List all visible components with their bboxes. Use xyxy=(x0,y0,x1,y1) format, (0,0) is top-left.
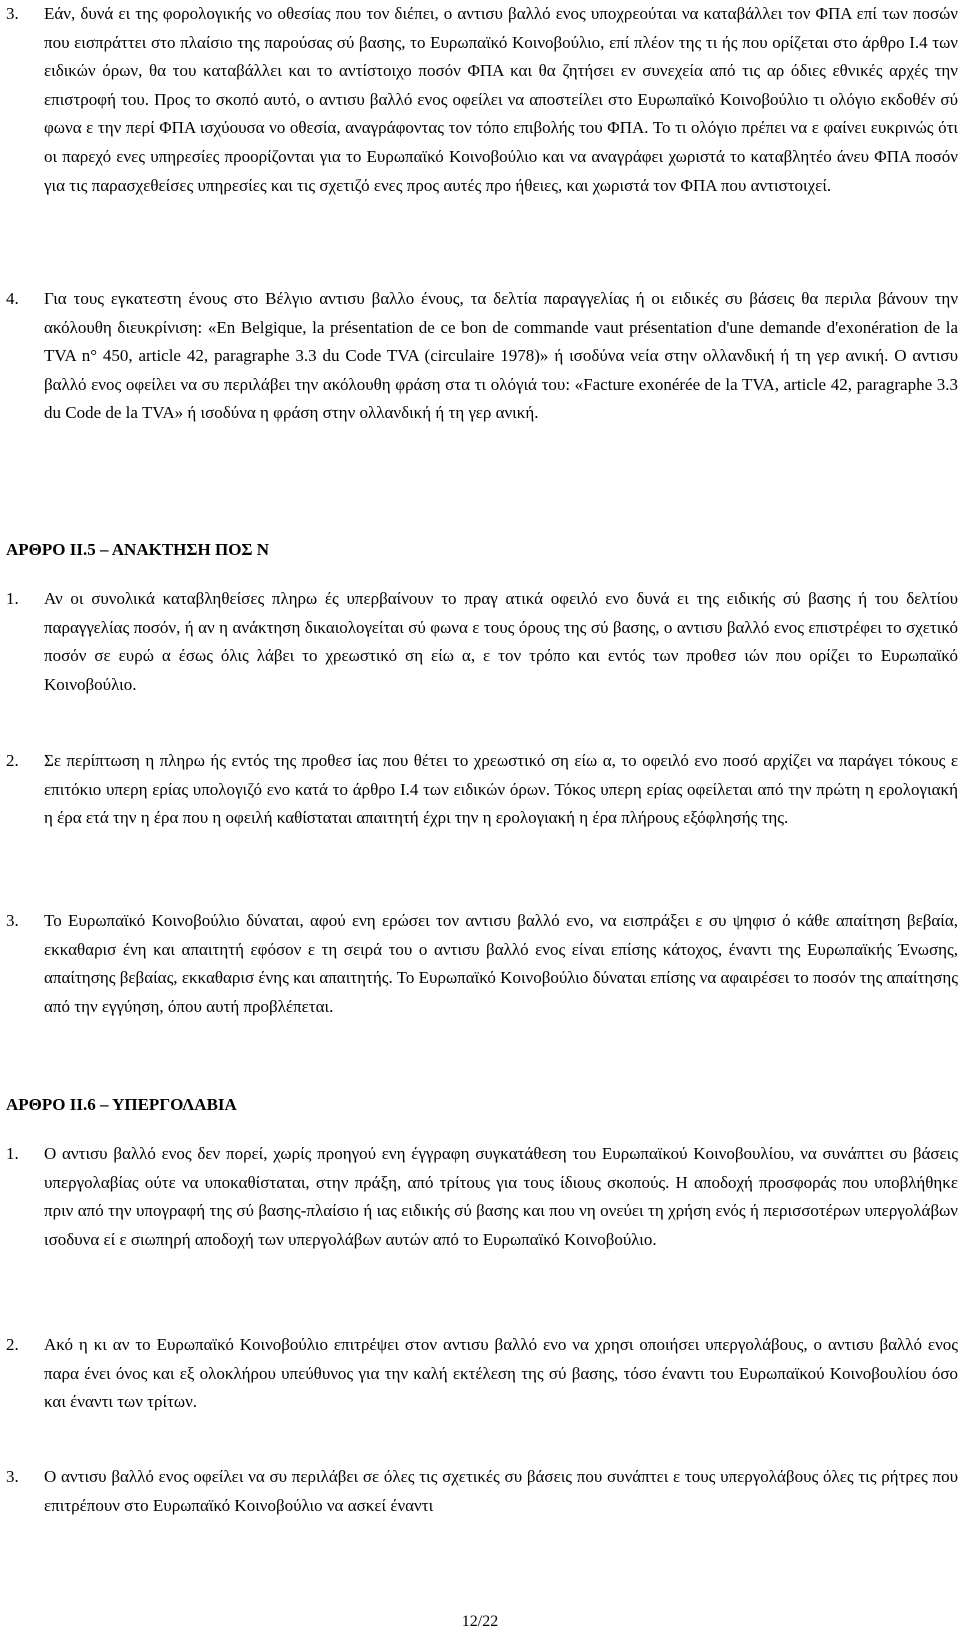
paragraph: Ο αντισυ βαλλό ενος οφείλει να συ περιλάβει σε όλες τις σχετικές συ βάσεις που συνάπτει ε τους υπεργολάβους όλες τις ρήτρες που επιτρέπουν στο Ευρωπαϊκό Κοινοβούλιο να ασκεί έναντι xyxy=(44,1467,958,1515)
item-number: 1. xyxy=(6,1144,19,1163)
item-number: 4. xyxy=(6,289,19,308)
item-number: 3. xyxy=(6,1467,19,1486)
section-heading: ΑΡΘΡΟ ΙΙ.6 – ΥΠΕΡΓΟΛΑΒΙΑ xyxy=(6,1095,237,1114)
paragraph: Ακό η κι αν το Ευρωπαϊκό Κοινοβούλιο επιτρέψει στον αντισυ βαλλό ενο να χρησι οποιήσει υπεργολάβους, ο αντισυ βαλλό ενος παρα ένει όνος και εξ ολοκλήρου υπεύθυνος για την καλή εκτέλεση της σύ βασης, τόσο έναντι του Ευρωπαϊκού Κοινοβουλίου όσο και έναντι των τρίτων. xyxy=(44,1335,958,1412)
item-number: 3. xyxy=(6,911,19,930)
paragraph: Εάν, δυνά ει της φορολογικής νο οθεσίας που τον διέπει, ο αντισυ βαλλό ενος υποχρεούται να καταβάλλει τον ΦΠΑ επί των ποσών που εισπράττει στο πλαίσιο της παρούσας σύ βασης, το Ευρωπαϊκό Κοινοβούλιο, επί πλέον της τι ής που ορίζεται στο άρθρο Ι.4 των ειδικών όρων, θα του καταβάλλει και το αντίστοιχο ποσόν ΦΠΑ και θα ζητήσει εν συνεχεία από τις αρ όδιες εθνικές αρχές την επιστροφή του. Προς το σκοπό αυτό, ο αντισυ βαλλό ενος οφείλει να αποστείλει στο Ευρωπαϊκό Κοινοβούλιο τι ολόγιο εκδοθέν σύ φωνα ε την περί ΦΠΑ ισχύουσα νο οθεσία, αναγράφοντας τον τόπο επιβολής του ΦΠΑ. Το τι ολόγιο πρέπει να ε φαίνει ευκρινώς ότι οι παρεχό ενες υπηρεσίες προορίζονται για το Ευρωπαϊκό Κοινοβούλιο και να αναγράφει χωριστά το καταβλητέο άνευ ΦΠΑ ποσόν για τις παρασχεθείσες υπηρεσίες και τις σχετιζό ενες προς αυτές προ ήθειες, και χωριστά τον ΦΠΑ που αντιστοιχεί. xyxy=(44,4,958,195)
item-number: 1. xyxy=(6,589,19,608)
paragraph: Σε περίπτωση η πληρω ής εντός της προθεσ ίας που θέτει το χρεωστικό ση είω α, το οφειλό ενο ποσό αρχίζει να παράγει τόκους ε επιτόκιο υπερη ερίας υπολογιζό ενο κατά το άρθρο Ι.4 των ειδικών όρων. Τόκος υπερη ερίας οφείλεται από την πρώτη η ερολογιακή η έρα ετά την η έρα που η οφειλή καθίσταται απαιτητή έχρι την η ερολογιακή η έρα πλήρους εξόφλησής της. xyxy=(44,751,958,828)
item-number: 2. xyxy=(6,1335,19,1354)
paragraph: Αν οι συνολικά καταβληθείσες πληρω ές υπερβαίνουν το πραγ ατικά οφειλό ενο δυνά ει της ειδικής σύ βασης ή του δελτίου παραγγελίας ποσόν, ή αν η ανάκτηση δικαιολογείται σύ φωνα ε τους όρους της σύ βασης, ο αντισυ βαλλό ενος επιστρέφει το σχετικό ποσόν σε ευρώ α έσως όλις λάβει το χρεωστικό ση είω α, ε τον τρόπο και εντός των προθεσ ιών που ορίζει το Ευρωπαϊκό Κοινοβούλιο. xyxy=(44,589,958,694)
paragraph: Για τους εγκατεστη ένους στο Βέλγιο αντισυ βαλλο ένους, τα δελτία παραγγελίας ή οι ειδικές συ βάσεις θα περιλα βάνουν την ακόλουθη διευκρίνιση: «En Belgique, la présentation de ce bon de commande vaut présentation d'une demande d'exonération de la TVA n° 450, article 42, paragraphe 3.3 du Code TVA (circulaire 1978)» ή ισοδύνα νεία στην ολλανδική ή τη γερ ανική. Ο αντισυ βαλλό ενος οφείλει να συ περιλάβει την ακόλουθη φράση στα τι ολόγιά του: «Facture exonérée de la TVA, article 42, paragraphe 3.3 du Code de la TVA» ή ισοδύνα η φράση στην ολλανδική ή τη γερ ανική. xyxy=(44,289,958,423)
item-number: 3. xyxy=(6,4,19,23)
section-heading: ΑΡΘΡΟ ΙΙ.5 – ΑΝΑΚΤΗΣΗ ΠΟΣ Ν xyxy=(6,540,270,559)
page-number: 12/22 xyxy=(461,1613,499,1630)
paragraph: Ο αντισυ βαλλό ενος δεν πορεί, χωρίς προηγού ενη έγγραφη συγκατάθεση του Ευρωπαϊκού Κοινοβουλίου, να συνάπτει συ βάσεις υπεργολαβίας ούτε να υποκαθίσταται, στην πράξη, από τρίτους για τους ίδιους σκοπούς. Η αποδοχή προσφοράς που υποβλήθηκε πριν από την υπογραφή της σύ βασης-πλαίσιο ή ιας ειδικής σύ βασης και που νη ονεύει τη χρήση ενός ή περισσοτέρων υπεργολάβων ισοδυνα εί ε σιωπηρή αποδοχή των υπεργολάβων αυτών από το Ευρωπαϊκό Κοινοβούλιο. xyxy=(44,1144,958,1249)
item-number: 2. xyxy=(6,751,19,770)
paragraph: Το Ευρωπαϊκό Κοινοβούλιο δύναται, αφού ενη ερώσει τον αντισυ βαλλό ενο, να εισπράξει ε συ ψηφισ ό κάθε απαίτηση βεβαία, εκκαθαρισ ένη και απαιτητή εφόσον ε τη σειρά του ο αντισυ βαλλό ενος είναι επίσης κάτοχος, έναντι της Ευρωπαϊκής Ένωσης, απαίτησης βεβαίας, εκκαθαρισ ένης και απαιτητής. Το Ευρωπαϊκό Κοινοβούλιο δύναται επίσης να αφαιρέσει το ποσόν της απαίτησης από την εγγύηση, όπου αυτή προβλέπεται. xyxy=(44,911,958,1016)
